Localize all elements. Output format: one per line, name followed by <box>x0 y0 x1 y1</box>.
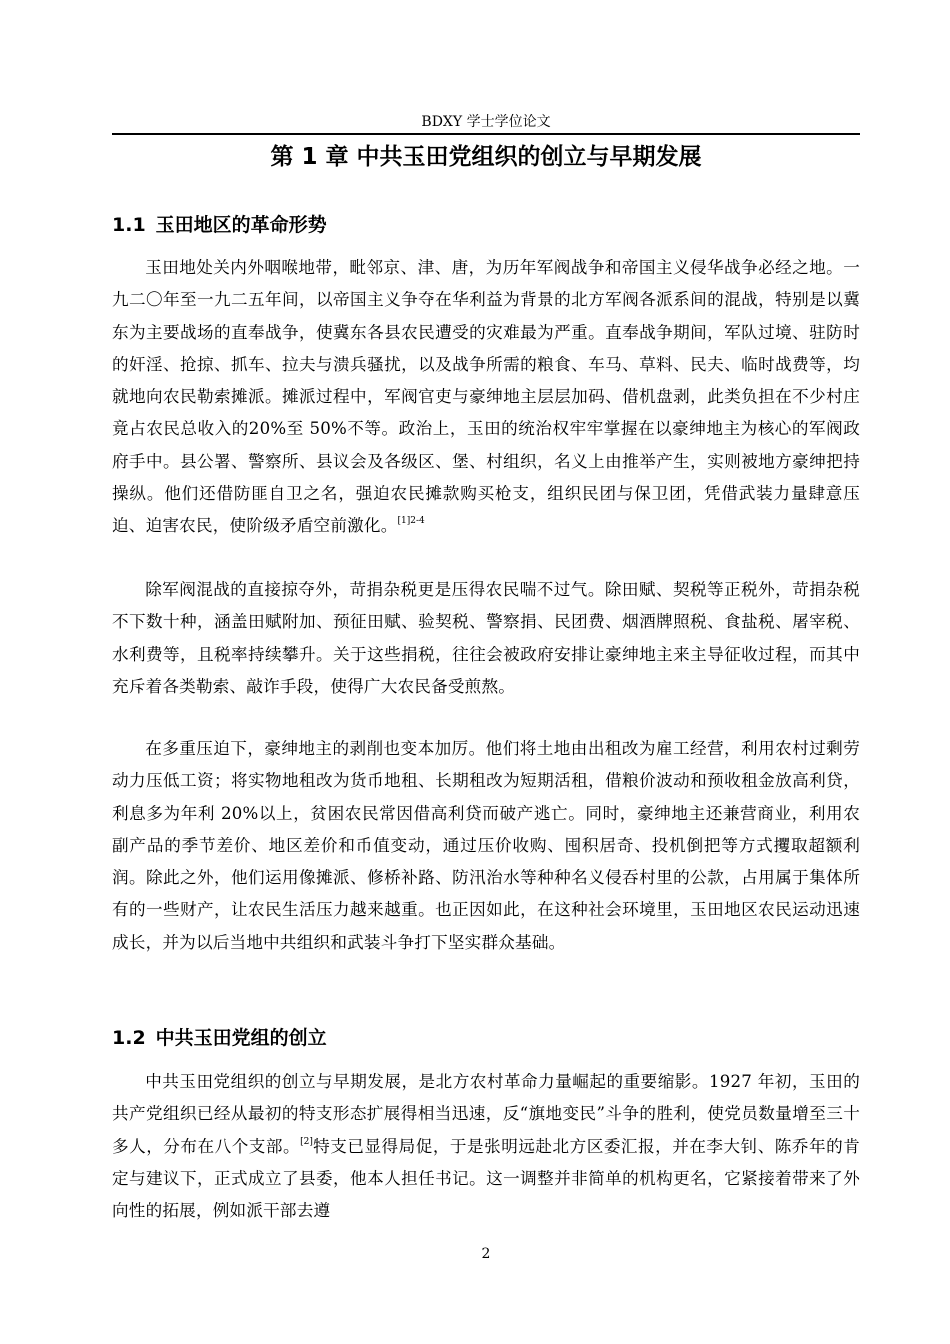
paragraph-text: 玉田地处关内外咽喉地带，毗邻京、津、唐，为历年军阀战争和帝国主义侵华战争必经之地。一九二〇年至一九二五年间，以帝国主义争夺在华利益为背景的北方军阀各派系间的混战，特别是以冀东为主要战场的直奉战争，使冀东各县农民遭受的灾难最为严重。直奉战争期间，军队过境、驻防时的奸淫、抢掠、抓车、拉夫与溃兵骚扰，以及战争所需的粮食、车马、草料、民夫、临时战费等，均就地向农民勒索摊派。摊派过程中，军阀官吏与豪绅地主层层加码、借机盘剥，此类负担在不少村庄竟占农民总收入的20%至 50%不等。政治上，玉田的统治权牢牢掌握在以豪绅地主为核心的军阀政府手中。县公署、警察所、县议会及各级区、堡、村组织，名义上由推举产生，实则被地方豪绅把持操纵。他们还借防匪自卫之名，强迫农民摊款购买枪支，组织民团与保卫团，凭借武装力量肆意压迫、迫害农民，使阶级矛盾空前激化。 <box>112 258 860 536</box>
paragraph <box>112 252 860 543</box>
section-heading-1-2 <box>112 1024 860 1052</box>
section-heading-1-1 <box>112 211 860 239</box>
citation: [2] <box>300 1136 313 1147</box>
section-title: 玉田地区的革命形势 <box>155 214 327 236</box>
page-number: 2 <box>481 1246 491 1262</box>
section-number: 1.1 <box>112 214 146 236</box>
paragraph: 在多重压迫下，豪绅地主的剥削也变本加厉。他们将土地由出租改为雇工经营，利用农村过剩劳动力压低工资；将实物地租改为货币地租、长期租改为短期活租，借粮价波动和预收租金放高利贷，利息多为年利 20%以上，贫困农民常因借高利贷而破产逃亡。同时，豪绅地主还兼营商业，利用农副产品的季节差价、地区差价和币值变动，通过压价收购、囤积居奇、投机倒把等方式攫取超额利润。除此之外，他们运用像摊派、修桥补路、防汛治水等种种名义侵吞村里的公款，占用属于集体所有的一些财产，让农民生活压力越来越重。也正因如此，在这种社会环境里，玉田地区农民运动迅速成长，并为以后当地中共组织和武装斗争打下坚实群众基础。 <box>112 739 860 952</box>
citation: [1]2-4 <box>397 516 425 527</box>
running-header: BDXY 学士学位论文 <box>421 114 551 130</box>
paragraph: 除军阀混战的直接掠夺外，苛捐杂税更是压得农民喘不过气。除田赋、契税等正税外，苛捐杂税不下数十种，涵盖田赋附加、预征田赋、验契税、警察捐、民团费、烟酒牌照税、食盐税、屠宰税、水利费等，且税率持续攀升。关于这些捐税，往往会被政府安排让豪绅地主来主导征收过程，而其中充斥着各类勒索、敲诈手段，使得广大农民备受煎熬。 <box>112 580 860 696</box>
section-title: 中共玉田党组的创立 <box>155 1027 327 1049</box>
chapter-title: 第 1 章 中共玉田党组织的创立与早期发展 <box>270 144 702 170</box>
section-number: 1.2 <box>112 1027 146 1049</box>
paragraph-text: 中共玉田党组织的创立与早期发展，是北方农村革命力量崛起的重要缩影。1927 年初，玉田的共产党组织已经从最初的特支形态扩展得相当迅速，反“旗地变民”斗争的胜利，使党员数量增至三十多人，分布在八个支部。 <box>112 1072 860 1156</box>
paragraph <box>112 1066 860 1227</box>
paragraph-text: 特支已显得局促，于是张明远赴北方区委汇报，并在李大钊、陈乔年的肯定与建议下，正式成立了县委，他本人担任书记。这一调整并非简单的机构更名，它紧接着带来了外向性的拓展，例如派干部去遵 <box>112 1136 860 1221</box>
header-rule <box>112 133 860 135</box>
